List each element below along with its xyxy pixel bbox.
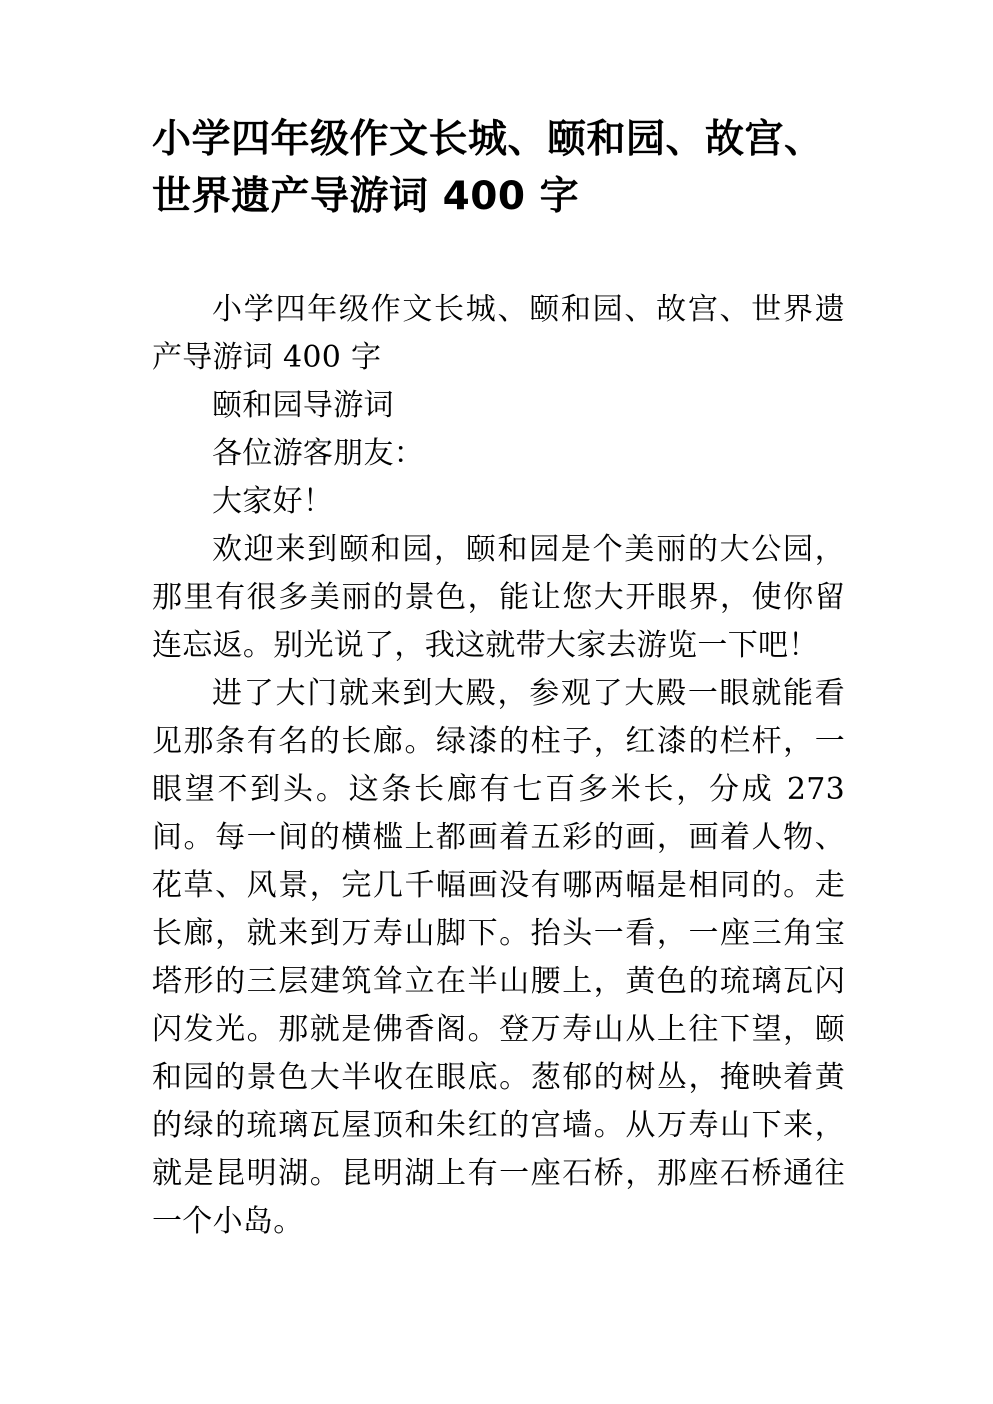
paragraph: 颐和园导游词 [212,387,394,423]
page-title: 小学四年级作文长城、颐和园、故宫、世界遗产导游词 400 字 [152,117,824,219]
paragraph: 欢迎来到颐和园，颐和园是个美丽的大公园，那里有很多美丽的景色，能让您大开眼界，使你留连忘返。别光说了，我这就带大家去游览一下吧！ [152,531,845,663]
document-body [152,286,845,1246]
paragraph: 各位游客朋友： [212,435,425,471]
paragraph: 进了大门就来到大殿，参观了大殿一眼就能看见那条有名的长廊。绿漆的柱子，红漆的栏杆，一眼望不到头。这条长廊有七百多米长，分成 273 间。每一间的横槛上都画着五彩的画，画着人物、花草、风景，完几千幅画没有哪两幅是相同的。走长廊，就来到万寿山脚下。抬头一看，一座三角宝塔形的三层建筑耸立在半山腰上，黄色的琉璃瓦闪闪发光。那就是佛香阁。登万寿山从上往下望，颐和园的景色大半收在眼底。葱郁的树丛，掩映着黄的绿的琉璃瓦屋顶和朱红的宫墙。从万寿山下来，就是昆明湖。昆明湖上有一座石桥，那座石桥通往一个小岛。 [152,675,845,1239]
paragraph: 大家好！ [212,483,334,519]
paragraph: 小学四年级作文长城、颐和园、故宫、世界遗产导游词 400 字 [152,291,845,375]
